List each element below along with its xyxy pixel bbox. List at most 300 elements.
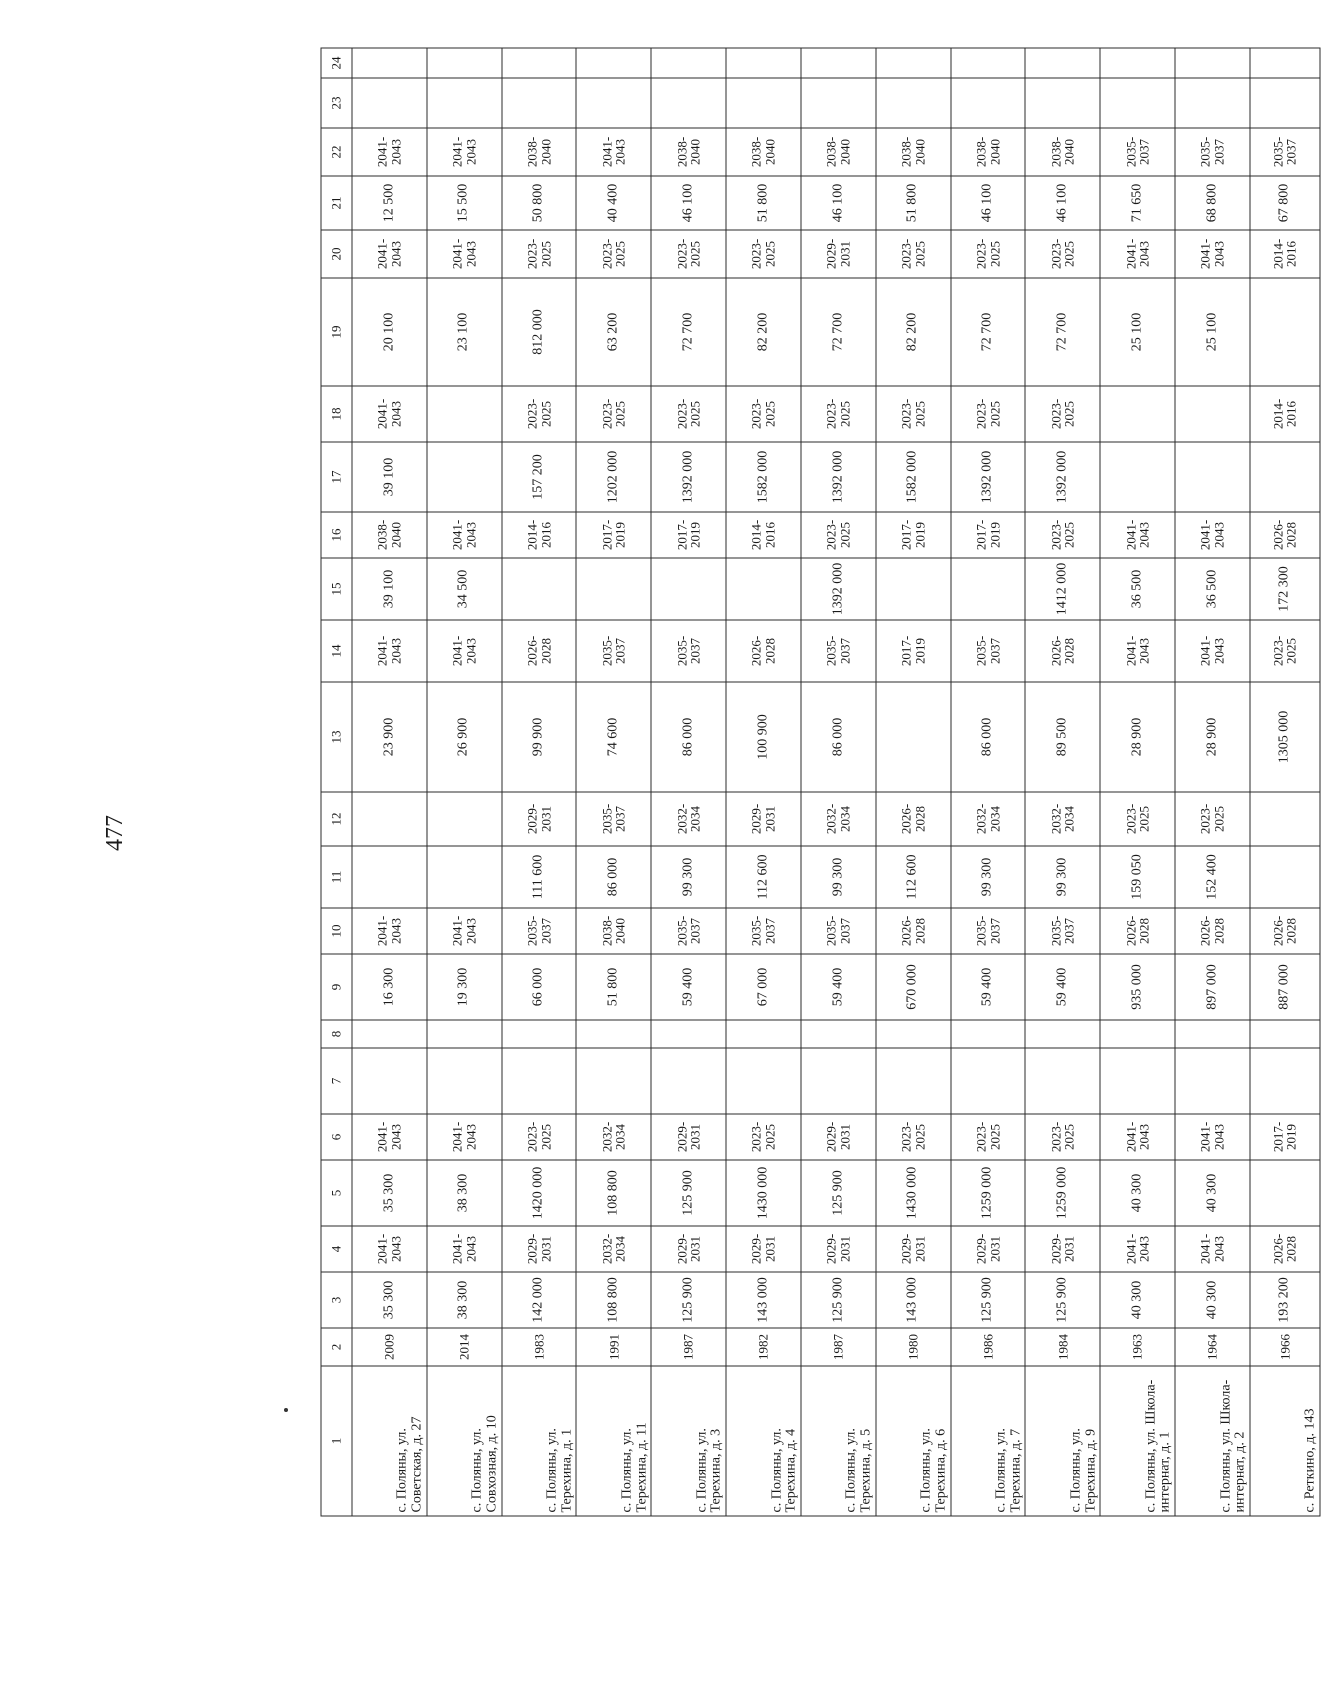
cell-col-24 bbox=[1175, 48, 1250, 78]
cell-col-10: 2035- 2037 bbox=[951, 908, 1026, 954]
cell-col-5 bbox=[1250, 1160, 1320, 1226]
column-header-4: 4 bbox=[321, 1226, 352, 1272]
cell-col-15: 39 100 bbox=[352, 558, 427, 620]
cell-col-23 bbox=[1250, 78, 1320, 128]
cell-col-16: 2017- 2019 bbox=[651, 512, 726, 558]
cell-col-20: 2023- 2025 bbox=[502, 230, 577, 278]
column-header-6: 6 bbox=[321, 1114, 352, 1160]
cell-col-11: 112 600 bbox=[876, 846, 951, 908]
cell-col-6: 2032- 2034 bbox=[576, 1114, 651, 1160]
cell-col-18: 2023- 2025 bbox=[801, 386, 876, 442]
cell-col-9: 67 000 bbox=[726, 954, 801, 1020]
cell-col-14: 2041- 2043 bbox=[427, 620, 502, 682]
cell-col-14: 2041- 2043 bbox=[352, 620, 427, 682]
cell-col-18 bbox=[427, 386, 502, 442]
column-header-19: 19 bbox=[321, 278, 352, 386]
cell-col-7 bbox=[1250, 1048, 1320, 1114]
cell-col-21: 51 800 bbox=[726, 176, 801, 230]
cell-col-17: 1392 000 bbox=[1025, 442, 1100, 512]
cell-col-18: 2023- 2025 bbox=[651, 386, 726, 442]
cell-col-11: 111 600 bbox=[502, 846, 577, 908]
cell-col-13: 28 900 bbox=[1100, 682, 1175, 792]
cell-col-22: 2038- 2040 bbox=[801, 128, 876, 176]
cell-col-4: 2029- 2031 bbox=[1025, 1226, 1100, 1272]
cell-col-5: 1259 000 bbox=[951, 1160, 1026, 1226]
cell-col-14: 2026- 2028 bbox=[1025, 620, 1100, 682]
cell-col-15: 34 500 bbox=[427, 558, 502, 620]
cell-address: с. Поляны, ул. Терехина, д. 1 bbox=[502, 1366, 577, 1516]
cell-col-16: 2017- 2019 bbox=[951, 512, 1026, 558]
cell-col-18: 2023- 2025 bbox=[726, 386, 801, 442]
cell-col-10: 2035- 2037 bbox=[502, 908, 577, 954]
cell-col-23 bbox=[951, 78, 1026, 128]
cell-col-24 bbox=[801, 48, 876, 78]
cell-col-10: 2035- 2037 bbox=[801, 908, 876, 954]
cell-col-6: 2017- 2019 bbox=[1250, 1114, 1320, 1160]
cell-col-8 bbox=[427, 1020, 502, 1048]
cell-col-24 bbox=[576, 48, 651, 78]
cell-col-23 bbox=[1175, 78, 1250, 128]
table-row bbox=[1025, 48, 1100, 1516]
cell-col-9: 19 300 bbox=[427, 954, 502, 1020]
cell-col-13: 99 900 bbox=[502, 682, 577, 792]
cell-col-13: 26 900 bbox=[427, 682, 502, 792]
cell-col-3: 142 000 bbox=[502, 1272, 577, 1328]
cell-col-12: 2029- 2031 bbox=[502, 792, 577, 846]
cell-col-16: 2038- 2040 bbox=[352, 512, 427, 558]
cell-col-5: 40 300 bbox=[1100, 1160, 1175, 1226]
column-header-13: 13 bbox=[321, 682, 352, 792]
cell-col-20: 2041- 2043 bbox=[1100, 230, 1175, 278]
table-row bbox=[502, 48, 577, 1516]
table-row bbox=[726, 48, 801, 1516]
cell-col-12: 2026- 2028 bbox=[876, 792, 951, 846]
table-row bbox=[576, 48, 651, 1516]
cell-col-20: 2023- 2025 bbox=[1025, 230, 1100, 278]
cell-col-18: 2023- 2025 bbox=[951, 386, 1026, 442]
cell-col-17: 1582 000 bbox=[726, 442, 801, 512]
cell-col-7 bbox=[427, 1048, 502, 1114]
cell-col-17: 1582 000 bbox=[876, 442, 951, 512]
cell-address: с. Поляны, ул. Школа-интернат, д. 2 bbox=[1175, 1366, 1250, 1516]
cell-col-8 bbox=[1250, 1020, 1320, 1048]
cell-col-17 bbox=[1175, 442, 1250, 512]
cell-col-11: 152 400 bbox=[1175, 846, 1250, 908]
cell-build-year: 1980 bbox=[876, 1328, 951, 1366]
cell-col-24 bbox=[1250, 48, 1320, 78]
cell-col-19: 72 700 bbox=[801, 278, 876, 386]
cell-col-7 bbox=[1025, 1048, 1100, 1114]
cell-col-7 bbox=[951, 1048, 1026, 1114]
column-header-11: 11 bbox=[321, 846, 352, 908]
cell-col-3: 143 000 bbox=[876, 1272, 951, 1328]
cell-col-24 bbox=[951, 48, 1026, 78]
cell-col-3: 125 900 bbox=[951, 1272, 1026, 1328]
cell-col-8 bbox=[1100, 1020, 1175, 1048]
cell-col-13: 28 900 bbox=[1175, 682, 1250, 792]
cell-col-14: 2026- 2028 bbox=[502, 620, 577, 682]
cell-col-11: 99 300 bbox=[801, 846, 876, 908]
cell-col-10: 2041- 2043 bbox=[352, 908, 427, 954]
cell-col-22: 2038- 2040 bbox=[502, 128, 577, 176]
cell-col-19: 23 100 bbox=[427, 278, 502, 386]
cell-col-20: 2023- 2025 bbox=[726, 230, 801, 278]
cell-col-8 bbox=[726, 1020, 801, 1048]
table-row bbox=[951, 48, 1026, 1516]
cell-address: с. Поляны, ул. Терехина, д. 6 bbox=[876, 1366, 951, 1516]
cell-col-23 bbox=[576, 78, 651, 128]
cell-address: с. Поляны, ул. Терехина, д. 9 bbox=[1025, 1366, 1100, 1516]
cell-col-12: 2035- 2037 bbox=[576, 792, 651, 846]
cell-col-10: 2026- 2028 bbox=[1100, 908, 1175, 954]
cell-col-4: 2041- 2043 bbox=[427, 1226, 502, 1272]
column-header-21: 21 bbox=[321, 176, 352, 230]
cell-col-6: 2029- 2031 bbox=[801, 1114, 876, 1160]
cell-build-year: 1966 bbox=[1250, 1328, 1320, 1366]
cell-col-10: 2026- 2028 bbox=[876, 908, 951, 954]
cell-col-6: 2023- 2025 bbox=[951, 1114, 1026, 1160]
cell-col-5: 1259 000 bbox=[1025, 1160, 1100, 1226]
cell-build-year: 1964 bbox=[1175, 1328, 1250, 1366]
cell-col-23 bbox=[427, 78, 502, 128]
cell-col-24 bbox=[502, 48, 577, 78]
cell-col-4: 2029- 2031 bbox=[651, 1226, 726, 1272]
cell-col-12: 2032- 2034 bbox=[801, 792, 876, 846]
cell-col-22: 2038- 2040 bbox=[651, 128, 726, 176]
cell-col-15: 36 500 bbox=[1100, 558, 1175, 620]
cell-col-6: 2023- 2025 bbox=[1025, 1114, 1100, 1160]
table-row bbox=[1100, 48, 1175, 1516]
cell-col-22: 2035- 2037 bbox=[1250, 128, 1320, 176]
column-header-22: 22 bbox=[321, 128, 352, 176]
cell-col-3: 108 800 bbox=[576, 1272, 651, 1328]
cell-col-11: 159 050 bbox=[1100, 846, 1175, 908]
cell-col-10: 2035- 2037 bbox=[1025, 908, 1100, 954]
cell-col-15 bbox=[651, 558, 726, 620]
cell-col-12: 2023- 2025 bbox=[1100, 792, 1175, 846]
cell-col-4: 2029- 2031 bbox=[502, 1226, 577, 1272]
cell-address: с. Реткино, д. 143 bbox=[1250, 1366, 1320, 1516]
cell-col-5: 40 300 bbox=[1175, 1160, 1250, 1226]
cell-col-22: 2038- 2040 bbox=[876, 128, 951, 176]
column-header-7: 7 bbox=[321, 1048, 352, 1114]
cell-col-14: 2026- 2028 bbox=[726, 620, 801, 682]
cell-col-4: 2032- 2034 bbox=[576, 1226, 651, 1272]
cell-col-23 bbox=[651, 78, 726, 128]
cell-col-20: 2041- 2043 bbox=[352, 230, 427, 278]
cell-col-4: 2041- 2043 bbox=[1100, 1226, 1175, 1272]
cell-col-11: 86 000 bbox=[576, 846, 651, 908]
cell-col-16: 2041- 2043 bbox=[1100, 512, 1175, 558]
cell-col-21: 51 800 bbox=[876, 176, 951, 230]
cell-col-3: 38 300 bbox=[427, 1272, 502, 1328]
cell-col-15 bbox=[876, 558, 951, 620]
table-row bbox=[427, 48, 502, 1516]
cell-col-14: 2035- 2037 bbox=[651, 620, 726, 682]
cell-col-10: 2038- 2040 bbox=[576, 908, 651, 954]
cell-col-17: 39 100 bbox=[352, 442, 427, 512]
cell-col-6: 2041- 2043 bbox=[352, 1114, 427, 1160]
column-header-16: 16 bbox=[321, 512, 352, 558]
cell-col-7 bbox=[651, 1048, 726, 1114]
column-header-14: 14 bbox=[321, 620, 352, 682]
cell-col-11: 99 300 bbox=[951, 846, 1026, 908]
cell-address: с. Поляны, ул. Терехина, д. 11 bbox=[576, 1366, 651, 1516]
cell-col-8 bbox=[651, 1020, 726, 1048]
cell-col-10: 2026- 2028 bbox=[1175, 908, 1250, 954]
cell-col-12: 2029- 2031 bbox=[726, 792, 801, 846]
cell-build-year: 1963 bbox=[1100, 1328, 1175, 1366]
cell-col-12 bbox=[427, 792, 502, 846]
column-header-23: 23 bbox=[321, 78, 352, 128]
table-header-row bbox=[321, 48, 352, 1516]
cell-col-22: 2041- 2043 bbox=[576, 128, 651, 176]
cell-col-17 bbox=[1100, 442, 1175, 512]
cell-col-21: 50 800 bbox=[502, 176, 577, 230]
cell-col-3: 40 300 bbox=[1175, 1272, 1250, 1328]
column-header-12: 12 bbox=[321, 792, 352, 846]
cell-col-22: 2035- 2037 bbox=[1175, 128, 1250, 176]
cell-col-8 bbox=[876, 1020, 951, 1048]
cell-build-year: 1982 bbox=[726, 1328, 801, 1366]
cell-col-17 bbox=[1250, 442, 1320, 512]
cell-col-12: 2032- 2034 bbox=[651, 792, 726, 846]
cell-col-24 bbox=[876, 48, 951, 78]
cell-col-23 bbox=[876, 78, 951, 128]
cell-build-year: 1986 bbox=[951, 1328, 1026, 1366]
cell-col-8 bbox=[1175, 1020, 1250, 1048]
cell-col-15 bbox=[502, 558, 577, 620]
cell-col-7 bbox=[352, 1048, 427, 1114]
table-row bbox=[651, 48, 726, 1516]
cell-col-7 bbox=[876, 1048, 951, 1114]
cell-col-4: 2029- 2031 bbox=[951, 1226, 1026, 1272]
cell-col-18: 2014- 2016 bbox=[1250, 386, 1320, 442]
cell-col-23 bbox=[1025, 78, 1100, 128]
cell-col-19: 72 700 bbox=[951, 278, 1026, 386]
cell-col-12 bbox=[352, 792, 427, 846]
cell-col-23 bbox=[502, 78, 577, 128]
cell-col-12: 2023- 2025 bbox=[1175, 792, 1250, 846]
cell-col-3: 125 900 bbox=[801, 1272, 876, 1328]
cell-col-15: 1412 000 bbox=[1025, 558, 1100, 620]
cell-col-20: 2029- 2031 bbox=[801, 230, 876, 278]
table-row bbox=[801, 48, 876, 1516]
cell-col-12: 2032- 2034 bbox=[1025, 792, 1100, 846]
cell-col-3: 193 200 bbox=[1250, 1272, 1320, 1328]
cell-col-20: 2041- 2043 bbox=[427, 230, 502, 278]
cell-col-17: 1392 000 bbox=[801, 442, 876, 512]
cell-col-21: 71 650 bbox=[1100, 176, 1175, 230]
cell-col-5: 1430 000 bbox=[726, 1160, 801, 1226]
cell-col-9: 59 400 bbox=[651, 954, 726, 1020]
cell-col-14: 2041- 2043 bbox=[1175, 620, 1250, 682]
cell-col-13: 86 000 bbox=[651, 682, 726, 792]
cell-col-16: 2014- 2016 bbox=[726, 512, 801, 558]
cell-col-6: 2029- 2031 bbox=[651, 1114, 726, 1160]
cell-col-21: 12 500 bbox=[352, 176, 427, 230]
cell-address: с. Поляны, ул. Совхозная, д. 10 bbox=[427, 1366, 502, 1516]
cell-col-10: 2026- 2028 bbox=[1250, 908, 1320, 954]
cell-col-10: 2041- 2043 bbox=[427, 908, 502, 954]
column-header-17: 17 bbox=[321, 442, 352, 512]
cell-col-13: 23 900 bbox=[352, 682, 427, 792]
cell-col-13 bbox=[876, 682, 951, 792]
cell-build-year: 2009 bbox=[352, 1328, 427, 1366]
cell-col-14: 2035- 2037 bbox=[951, 620, 1026, 682]
column-header-10: 10 bbox=[321, 908, 352, 954]
cell-col-8 bbox=[502, 1020, 577, 1048]
cell-col-24 bbox=[427, 48, 502, 78]
cell-col-11 bbox=[352, 846, 427, 908]
cell-col-4: 2029- 2031 bbox=[726, 1226, 801, 1272]
cell-col-9: 59 400 bbox=[951, 954, 1026, 1020]
column-header-18: 18 bbox=[321, 386, 352, 442]
cell-col-15 bbox=[726, 558, 801, 620]
cell-col-7 bbox=[576, 1048, 651, 1114]
cell-col-15: 172 300 bbox=[1250, 558, 1320, 620]
column-header-20: 20 bbox=[321, 230, 352, 278]
cell-col-16: 2041- 2043 bbox=[427, 512, 502, 558]
cell-col-13: 100 900 bbox=[726, 682, 801, 792]
cell-col-12: 2032- 2034 bbox=[951, 792, 1026, 846]
cell-col-19: 82 200 bbox=[726, 278, 801, 386]
cell-col-21: 40 400 bbox=[576, 176, 651, 230]
cell-col-4: 2041- 2043 bbox=[1175, 1226, 1250, 1272]
cell-col-24 bbox=[1100, 48, 1175, 78]
cell-col-15: 1392 000 bbox=[801, 558, 876, 620]
cell-col-6: 2023- 2025 bbox=[502, 1114, 577, 1160]
cell-col-8 bbox=[801, 1020, 876, 1048]
cell-col-11 bbox=[1250, 846, 1320, 908]
cell-col-18: 2023- 2025 bbox=[1025, 386, 1100, 442]
cell-col-16: 2041- 2043 bbox=[1175, 512, 1250, 558]
cell-col-21: 68 800 bbox=[1175, 176, 1250, 230]
cell-col-23 bbox=[1100, 78, 1175, 128]
cell-col-16: 2023- 2025 bbox=[801, 512, 876, 558]
cell-col-3: 125 900 bbox=[1025, 1272, 1100, 1328]
cell-build-year: 1987 bbox=[801, 1328, 876, 1366]
cell-col-19: 812 000 bbox=[502, 278, 577, 386]
cell-col-8 bbox=[951, 1020, 1026, 1048]
cell-col-16: 2017- 2019 bbox=[876, 512, 951, 558]
cell-col-20: 2023- 2025 bbox=[576, 230, 651, 278]
cell-col-7 bbox=[801, 1048, 876, 1114]
cell-col-16: 2026- 2028 bbox=[1250, 512, 1320, 558]
cell-col-9: 935 000 bbox=[1100, 954, 1175, 1020]
cell-address: с. Поляны, ул. Терехина, д. 4 bbox=[726, 1366, 801, 1516]
cell-col-18: 2041- 2043 bbox=[352, 386, 427, 442]
cell-col-19: 25 100 bbox=[1175, 278, 1250, 386]
cell-col-5: 1430 000 bbox=[876, 1160, 951, 1226]
cell-col-7 bbox=[1100, 1048, 1175, 1114]
column-header-9: 9 bbox=[321, 954, 352, 1020]
cell-col-11 bbox=[427, 846, 502, 908]
cell-col-14: 2041- 2043 bbox=[1100, 620, 1175, 682]
cell-col-22: 2038- 2040 bbox=[951, 128, 1026, 176]
cell-col-16: 2023- 2025 bbox=[1025, 512, 1100, 558]
cell-col-16: 2017- 2019 bbox=[576, 512, 651, 558]
column-header-3: 3 bbox=[321, 1272, 352, 1328]
cell-col-6: 2023- 2025 bbox=[726, 1114, 801, 1160]
cell-build-year: 1984 bbox=[1025, 1328, 1100, 1366]
cell-col-19: 72 700 bbox=[651, 278, 726, 386]
column-header-24: 24 bbox=[321, 48, 352, 78]
cell-col-9: 59 400 bbox=[1025, 954, 1100, 1020]
cell-col-13: 86 000 bbox=[801, 682, 876, 792]
cell-col-5: 125 900 bbox=[801, 1160, 876, 1226]
cell-col-4: 2029- 2031 bbox=[801, 1226, 876, 1272]
cell-address: с. Поляны, ул. Советская, д. 27 bbox=[352, 1366, 427, 1516]
cell-col-18 bbox=[1100, 386, 1175, 442]
cell-col-6: 2041- 2043 bbox=[427, 1114, 502, 1160]
cell-col-11: 99 300 bbox=[651, 846, 726, 908]
cell-col-18: 2023- 2025 bbox=[876, 386, 951, 442]
cell-col-14: 2023- 2025 bbox=[1250, 620, 1320, 682]
cell-col-22: 2041- 2043 bbox=[352, 128, 427, 176]
column-header-2: 2 bbox=[321, 1328, 352, 1366]
cell-col-9: 59 400 bbox=[801, 954, 876, 1020]
cell-build-year: 2014 bbox=[427, 1328, 502, 1366]
cell-col-17: 1392 000 bbox=[951, 442, 1026, 512]
cell-col-17: 1392 000 bbox=[651, 442, 726, 512]
cell-col-14: 2035- 2037 bbox=[576, 620, 651, 682]
cell-col-6: 2041- 2043 bbox=[1175, 1114, 1250, 1160]
cell-col-13: 74 600 bbox=[576, 682, 651, 792]
cell-col-23 bbox=[726, 78, 801, 128]
cell-col-7 bbox=[1175, 1048, 1250, 1114]
cell-col-19: 72 700 bbox=[1025, 278, 1100, 386]
cell-col-20: 2014- 2016 bbox=[1250, 230, 1320, 278]
cell-col-3: 143 000 bbox=[726, 1272, 801, 1328]
cell-col-10: 2035- 2037 bbox=[726, 908, 801, 954]
cell-build-year: 1991 bbox=[576, 1328, 651, 1366]
capital-repair-schedule-table bbox=[321, 48, 1321, 1517]
column-header-8: 8 bbox=[321, 1020, 352, 1048]
cell-col-24 bbox=[352, 48, 427, 78]
cell-col-23 bbox=[352, 78, 427, 128]
column-header-1: 1 bbox=[321, 1366, 352, 1516]
cell-col-15 bbox=[951, 558, 1026, 620]
cell-col-17 bbox=[427, 442, 502, 512]
cell-col-4: 2029- 2031 bbox=[876, 1226, 951, 1272]
cell-col-13: 1305 000 bbox=[1250, 682, 1320, 792]
cell-col-24 bbox=[726, 48, 801, 78]
cell-col-21: 46 100 bbox=[951, 176, 1026, 230]
cell-col-24 bbox=[1025, 48, 1100, 78]
scan-speck bbox=[284, 1408, 288, 1412]
cell-build-year: 1983 bbox=[502, 1328, 577, 1366]
cell-col-22: 2038- 2040 bbox=[726, 128, 801, 176]
page-number: 477 bbox=[102, 815, 128, 851]
cell-col-19: 82 200 bbox=[876, 278, 951, 386]
cell-col-5: 1420 000 bbox=[502, 1160, 577, 1226]
cell-col-19: 20 100 bbox=[352, 278, 427, 386]
cell-col-8 bbox=[1025, 1020, 1100, 1048]
cell-col-3: 125 900 bbox=[651, 1272, 726, 1328]
cell-address: с. Поляны, ул. Терехина, д. 5 bbox=[801, 1366, 876, 1516]
cell-col-23 bbox=[801, 78, 876, 128]
table-body bbox=[352, 48, 1320, 1516]
cell-col-8 bbox=[576, 1020, 651, 1048]
cell-col-8 bbox=[352, 1020, 427, 1048]
cell-col-3: 40 300 bbox=[1100, 1272, 1175, 1328]
cell-col-20: 2023- 2025 bbox=[951, 230, 1026, 278]
cell-address: с. Поляны, ул. Школа-интернат, д. 1 bbox=[1100, 1366, 1175, 1516]
cell-col-21: 46 100 bbox=[801, 176, 876, 230]
cell-col-21: 15 500 bbox=[427, 176, 502, 230]
cell-col-7 bbox=[726, 1048, 801, 1114]
